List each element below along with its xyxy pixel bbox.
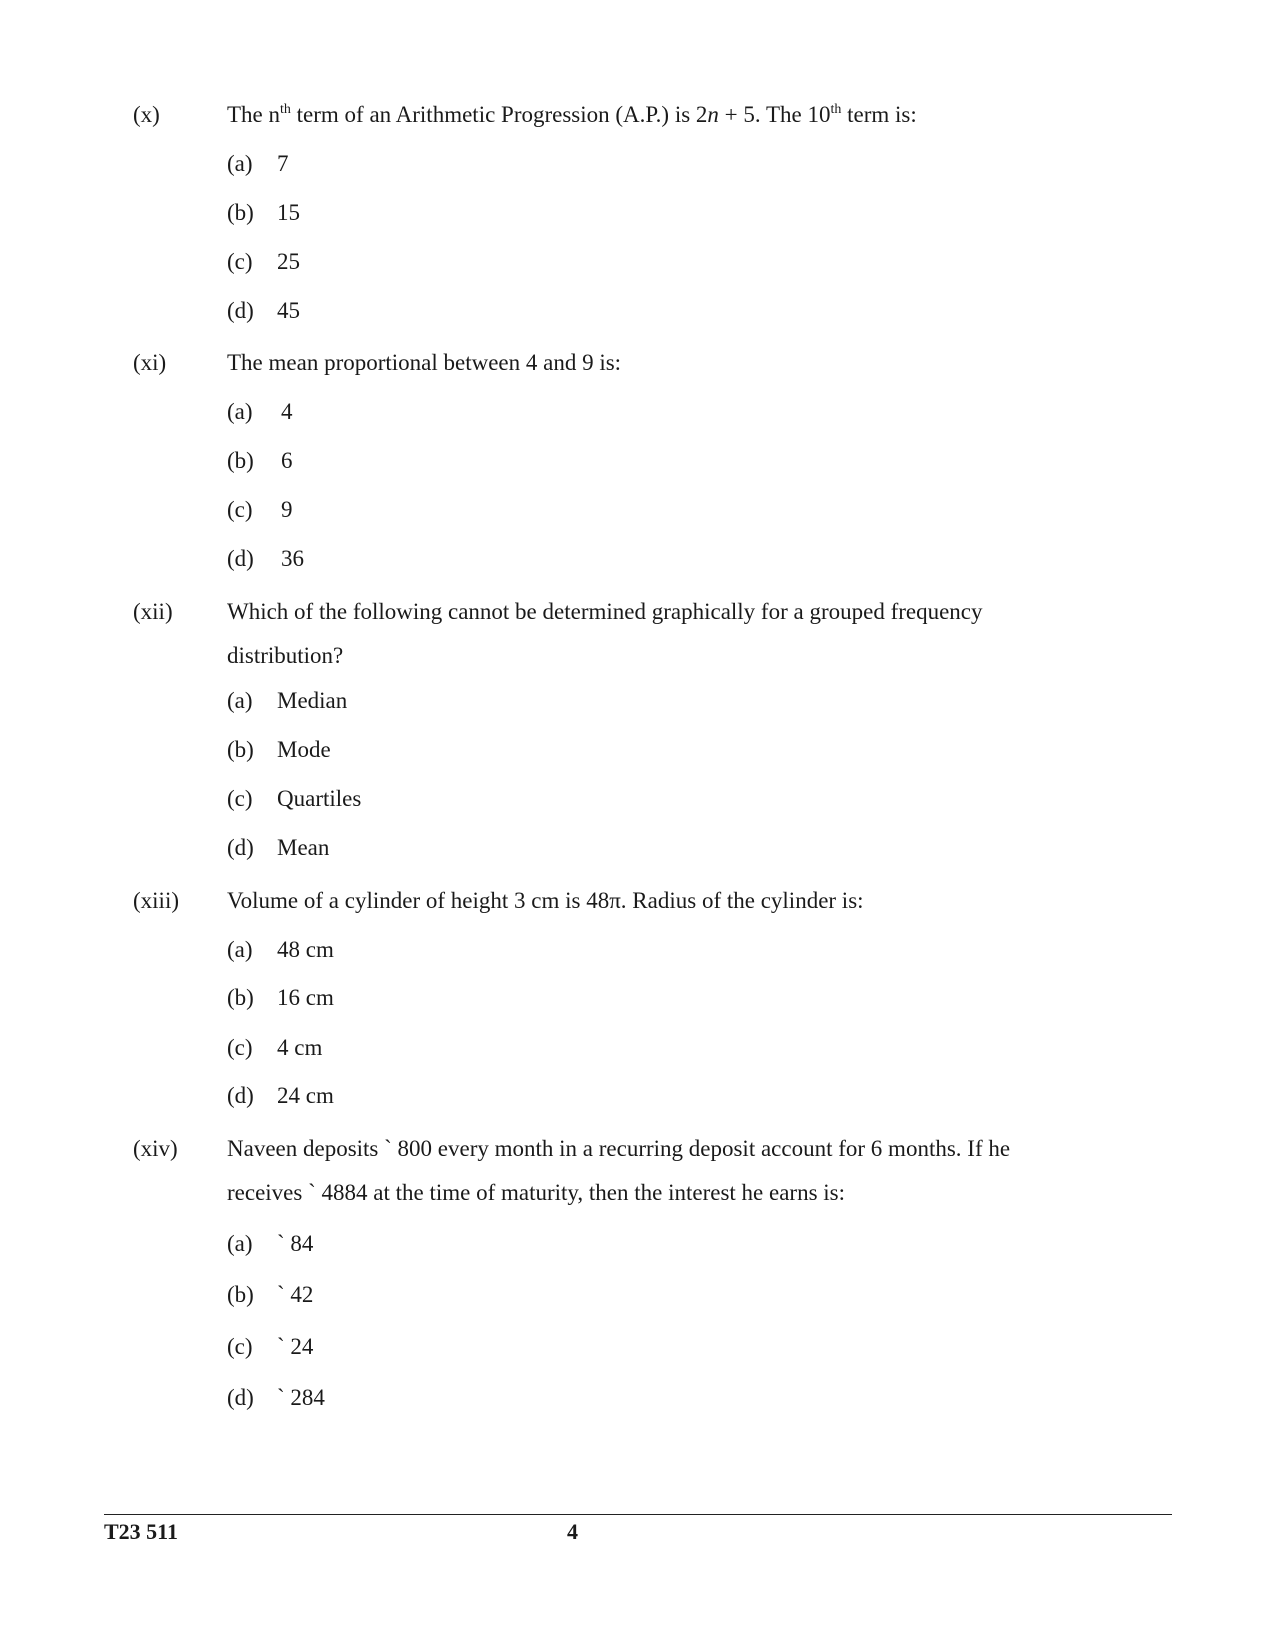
option-value: 7 xyxy=(277,151,289,176)
option-value: 16 cm xyxy=(277,985,334,1010)
option xyxy=(227,1332,313,1362)
option-label: (d) xyxy=(227,298,254,323)
option xyxy=(227,1081,334,1111)
question-text-part: term of an Arithmetic Progression (A.P.) is 2 xyxy=(290,102,708,127)
option-label: (a) xyxy=(227,151,253,176)
option-value: 48 cm xyxy=(277,937,334,962)
option-value: ` 284 xyxy=(277,1385,325,1410)
option-value: 45 xyxy=(277,298,300,323)
option xyxy=(227,149,289,179)
option-value: ` 84 xyxy=(277,1231,314,1256)
option-value: Median xyxy=(277,688,348,713)
option-value: 6 xyxy=(281,448,293,473)
option-label: (d) xyxy=(227,1083,254,1108)
option-value: Quartiles xyxy=(277,786,362,811)
question-number: (xii) xyxy=(133,599,173,624)
option-label: (c) xyxy=(227,497,253,522)
option xyxy=(227,1229,313,1259)
option-value: 24 cm xyxy=(277,1083,334,1108)
question-text: Which of the following cannot be determined graphically for a grouped frequency distribution? xyxy=(227,599,983,668)
option-label: (b) xyxy=(227,200,254,225)
option-value: 4 xyxy=(281,399,293,424)
question-number: (xi) xyxy=(133,350,167,375)
superscript: th xyxy=(280,102,291,117)
option-label: (d) xyxy=(227,1385,254,1410)
question-text: The mean proportional between 4 and 9 is: xyxy=(227,350,622,375)
option-label: (c) xyxy=(227,249,253,274)
option xyxy=(227,495,293,525)
option xyxy=(227,397,293,427)
option xyxy=(227,983,334,1013)
footer-divider xyxy=(104,1514,1172,1515)
question-text-part: + 5. The 10 xyxy=(718,102,831,127)
option xyxy=(227,735,331,765)
option-label: (a) xyxy=(227,399,253,424)
page-number: 4 xyxy=(567,1519,578,1544)
variable: n xyxy=(707,102,719,127)
paper-code: T23 511 xyxy=(104,1519,178,1544)
option xyxy=(227,784,361,814)
superscript: th xyxy=(830,102,842,117)
option xyxy=(227,446,293,476)
option xyxy=(227,686,347,716)
option-label: (d) xyxy=(227,835,254,860)
option-label: (a) xyxy=(227,937,253,962)
option-label: (a) xyxy=(227,1231,253,1256)
question-number: (xiv) xyxy=(133,1136,178,1161)
option-value: Mean xyxy=(277,835,330,860)
option-value: Mode xyxy=(277,737,331,762)
option-label: (a) xyxy=(227,688,253,713)
option xyxy=(227,1033,322,1063)
option xyxy=(227,296,300,326)
option-label: (b) xyxy=(227,1282,254,1307)
option xyxy=(227,833,329,863)
option-value: 25 xyxy=(277,249,300,274)
question-text xyxy=(227,100,1057,130)
option-label: (b) xyxy=(227,985,254,1010)
question-text-part: The n xyxy=(227,102,281,127)
question-number: (xiii) xyxy=(133,888,179,913)
question-text-part: term is: xyxy=(841,102,917,127)
option-label: (b) xyxy=(227,737,254,762)
option-label: (d) xyxy=(227,546,254,571)
option-label: (c) xyxy=(227,1035,253,1060)
option-value: 36 xyxy=(281,546,304,571)
option xyxy=(227,198,300,228)
option-value: 15 xyxy=(277,200,300,225)
option-label: (c) xyxy=(227,786,253,811)
question-number: (x) xyxy=(133,102,160,127)
option-label: (c) xyxy=(227,1334,253,1359)
option xyxy=(227,544,304,574)
option-value: ` 42 xyxy=(277,1282,314,1307)
option xyxy=(227,247,300,277)
option-label: (b) xyxy=(227,448,254,473)
option-value: ` 24 xyxy=(277,1334,314,1359)
option xyxy=(227,1280,313,1310)
option xyxy=(227,935,334,965)
option xyxy=(227,1383,325,1413)
option-value: 9 xyxy=(281,497,293,522)
question-text: Volume of a cylinder of height 3 cm is 48π. Radius of the cylinder is: xyxy=(227,888,864,913)
option-value: 4 cm xyxy=(277,1035,323,1060)
question-text: Naveen deposits ` 800 every month in a recurring deposit account for 6 months. If he receives ` 4884 at the time of maturity, then the interest he earns is: xyxy=(227,1136,1011,1205)
